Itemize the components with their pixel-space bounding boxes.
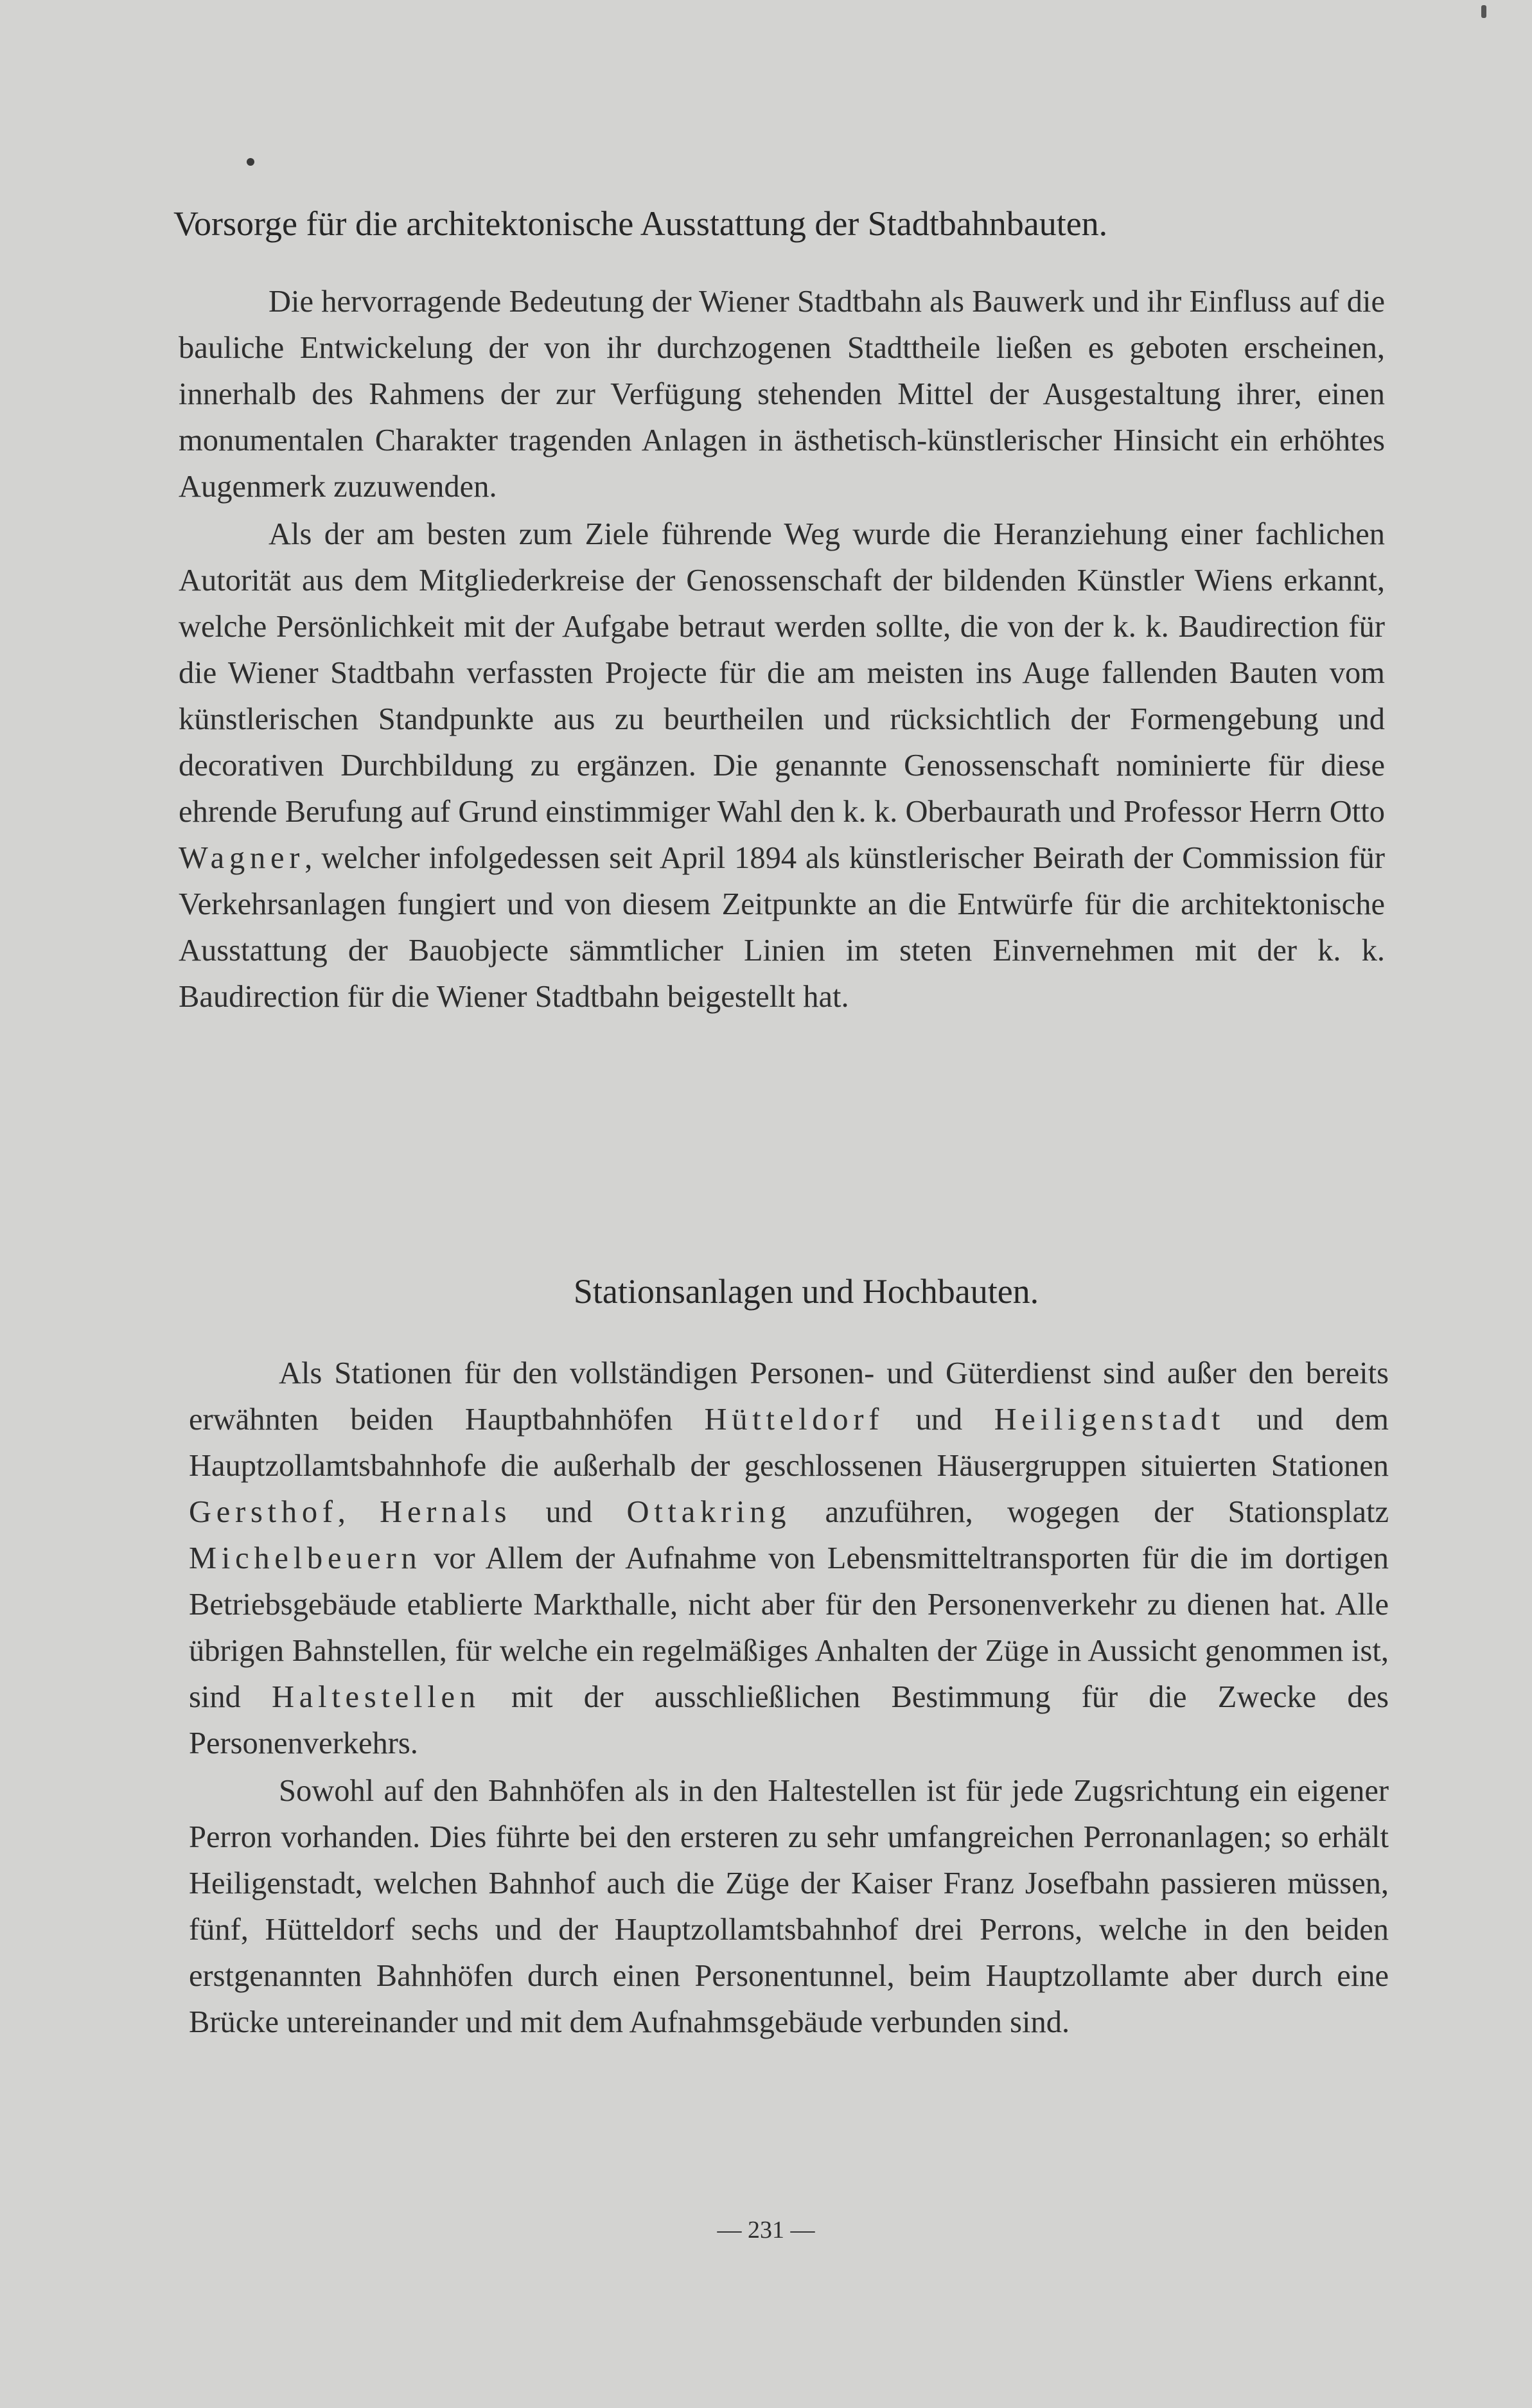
section-architecture-body bbox=[179, 279, 1385, 1020]
station-name-ottakring: Ottakring bbox=[626, 1495, 791, 1529]
paragraph-authority-text-b: , welcher infolgedessen seit April 1894 als künstlerischer Beirath der Commission für Verkehrsanlagen fungiert und von diesem Zeitpunkte an die Entwürfe für die architektonische Ausstattung der Bauobjecte sämmtlicher Linien im steten Einvernehmen mit der k. k. Baudirection für die Wiener Stadtbahn beigestellt hat. bbox=[179, 841, 1385, 1014]
name-wagner: Wagner bbox=[179, 841, 305, 875]
text-run: vor Allem der Aufnahme von Lebensmitteltransporten für die im dortigen Betriebsgebäude etablierte Markthalle, nicht aber für den Personenverkehr zu dienen hat. Alle übrigen Bahnstellen, für welche ein regelmäßiges Anhalten der Züge in Aussicht genommen ist, sind bbox=[189, 1541, 1389, 1714]
ink-speck bbox=[1481, 5, 1486, 18]
text-run: mit der ausschließlichen Bestimmung für die Zwecke des Personenverkehrs. bbox=[189, 1680, 1389, 1760]
section-heading-architecture: Vorsorge für die architektonische Ausstattung der Stadtbahnbauten. bbox=[173, 204, 1108, 243]
paragraph-authority bbox=[179, 511, 1385, 1020]
station-name-michelbeuern: Michelbeuern bbox=[189, 1541, 422, 1575]
station-name-gersthof: Gersthof bbox=[189, 1495, 338, 1529]
section-stations-body bbox=[189, 1350, 1389, 2046]
page-number: — 231 — bbox=[717, 2217, 815, 2244]
paragraph-perrons: Sowohl auf den Bahnhöfen als in den Haltestellen ist für jede Zugsrichtung ein eigener Perron vorhanden. Dies führte bei den ersteren zu sehr umfangreichen Perronanlagen; so erhält Heiligenstadt, welchen Bahnhof auch die Züge der Kaiser Franz Josefbahn passieren müssen, fünf, Hütteldorf sechs und der Hauptzollamtsbahnhof drei Perrons, welche in den beiden erstgenannten Bahnhöfen durch einen Personentunnel, beim Hauptzollamte aber durch eine Brücke untereinander und mit dem Aufnahmsgebäude verbunden sind. bbox=[189, 1774, 1389, 2039]
section-heading-stations: Stationsanlagen und Hochbauten. bbox=[573, 1272, 1039, 1311]
term-haltestellen: Haltestellen bbox=[272, 1680, 480, 1714]
text-run: Als Stationen für den vollständigen Personen- und Güterdienst sind außer den bereits erwähnten beiden Hauptbahnhöfen bbox=[189, 1356, 1389, 1437]
text-run: , bbox=[337, 1495, 380, 1529]
text-run: und bbox=[511, 1495, 627, 1529]
text-run: und dem Hauptzollamtsbahnhofe die außerhalb der geschlossenen Häusergruppen situierten Stationen bbox=[189, 1403, 1389, 1483]
station-name-heiligenstadt: Heiligenstadt bbox=[994, 1403, 1226, 1437]
text-run: anzuführen, wogegen der Stationsplatz bbox=[791, 1495, 1389, 1529]
station-name-huetteldorf: Hütteldorf bbox=[704, 1403, 885, 1437]
paragraph-stations bbox=[189, 1350, 1389, 1767]
ink-speck bbox=[247, 158, 254, 166]
paragraph-significance: Die hervorragende Bedeutung der Wiener Stadtbahn als Bauwerk und ihr Einfluss auf die bauliche Entwickelung der von ihr durchzogenen Stadttheile ließen es geboten erscheinen, innerhalb des Rahmens der zur Verfügung stehenden Mittel der Ausgestaltung ihrer, einen monumentalen Charakter tragenden Anlagen in ästhetisch-künstlerischer Hinsicht ein erhöhtes Augenmerk zuzuwenden. bbox=[179, 285, 1385, 504]
paragraph-authority-text-a: Als der am besten zum Ziele führende Weg wurde die Heranziehung einer fachlichen Autorität aus dem Mitgliederkreise der Genossenschaft der bildenden Künstler Wiens erkannt, welche Persönlichkeit mit der Aufgabe betraut werden sollte, die von der k. k. Baudirection für die Wiener Stadtbahn verfassten Projecte für die am meisten ins Auge fallenden Bauten vom künstlerischen Standpunkte aus zu beurtheilen und rücksichtlich der Formengebung und decorativen Durchbildung zu ergänzen. Die genannte Genossenschaft nominierte für diese ehrende Berufung auf Grund einstimmiger Wahl den k. k. Oberbaurath und Professor Herrn Otto bbox=[179, 517, 1385, 829]
text-run: und bbox=[884, 1403, 994, 1437]
station-name-hernals: Hernals bbox=[380, 1495, 512, 1529]
